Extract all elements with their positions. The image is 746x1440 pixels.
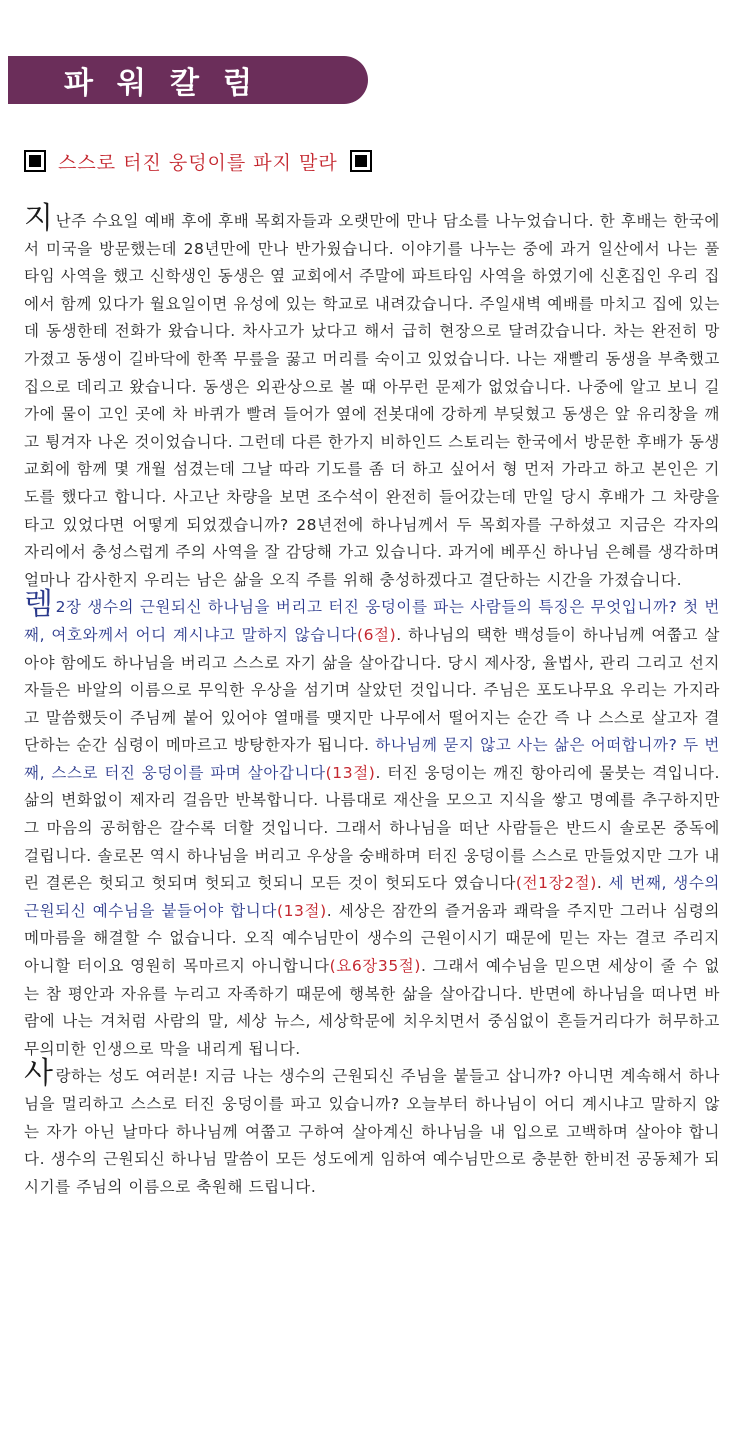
dropcap: 렘 xyxy=(24,587,54,623)
paragraph-text: . 세상은 잠깐의 즐거움과 쾌락을 주지만 그러나 심령의 메마름을 해결할 수 없습니다. 오직 예수님만이 생수의 근원이시기 때문에 믿는 자는 결코 주리지 아니할 터이요 영원히 목마르지 아니합니다 xyxy=(24,901,720,976)
banner-title: 파워칼럼 xyxy=(64,66,276,101)
paragraph-text: . 그래서 예수님을 믿으면 세상이 줄 수 없는 참 평안과 자유를 누리고 자족하기 때문에 행복한 삶을 살아갑니다. 반면에 하나님을 떠나면 바람에 나는 겨처럼 사람의 말, 세상 뉴스, 세상학문에 치우치면서 중심없이 흔들거리다가 허무하고 무의미한 인생으로 막을 내리게 됩니다. xyxy=(24,957,720,1058)
paragraph-1 xyxy=(24,201,720,594)
verse-reference: (13절) xyxy=(276,901,327,920)
subtitle-row xyxy=(24,146,372,176)
paragraph-text: . 터진 웅덩이는 깨진 항아리에 물붓는 격입니다. 삶의 변화없이 제자리 걸음만 반복합니다. 나름대로 재산을 모으고 지식을 쌓고 명예를 추구하지만 그 마음의 공허함은 갈수록 더할 것입니다. 그래서 하나님을 떠난 사람들은 반드시 솔로몬 중독에 걸립니다. 솔로몬 역시 하나님을 버리고 우상을 숭배하며 터진 웅덩이를 스스로 만들었지만 그가 내린 결론은 헛되고 헛되며 헛되고 헛되니 모든 것이 헛되도다 였습니다 xyxy=(24,763,721,893)
paragraph-text: . xyxy=(596,874,609,893)
verse-reference: (13절) xyxy=(325,763,376,782)
paragraph-3 xyxy=(24,1056,720,1201)
paragraph-text: 난주 수요일 예배 후에 후배 목회자들과 오랫만에 만나 담소를 나누었습니다. 한 후배는 한국에서 미국을 방문했는데 28년만에 만나 반가웠습니다. 이야기를 나누는 중에 과거 일산에서 나는 풀타임 사역을 했고 신학생인 동생은 옆 교회에서 주말에 파트타임 사역을 하였기에 신혼집인 우리 집에서 함께 있다가 월요일이면 유성에 있는 학교로 내려갔습니다. 주일새벽 예배를 마치고 집에 있는데 동생한테 전화가 왔습니다. 차사고가 났다고 해서 급히 현장으로 달려갔습니다. 차는 완전히 망가졌고 동생이 길바닥에 한쪽 무릎을 꿇고 머리를 숙이고 있었습니다. 나는 재빨리 동생을 부축했고 집으로 데리고 왔습니다. 동생은 외관상으로 볼 때 아무런 문제가 없었습니다. 나중에 알고 보니 길가에 물이 고인 곳에 차 바퀴가 빨려 들어가 옆에 전봇대에 강하게 부딪혔고 동생은 앞 유리창을 깨고 튕겨자 나온 것이었습니다. 그런데 다른 한가지 비하인드 스토리는 한국에서 방문한 후배가 동생 교회에 함께 몇 개월 섬겼는데 그날 따라 기도를 좀 더 하고 싶어서 형 먼저 가라고 하고 본인은 기도를 했다고 합니다. 사고난 차량을 보면 조수석이 완전히 들어갔는데 만일 당시 후배가 그 차량을 타고 있었다면 어떻게 되었겠습니까? 28년전에 하나님께서 두 목회자를 구하셨고 지금은 각자의 자리에서 충성스럽게 주의 사역을 잘 감당해 가고 있습니다. 과거에 베푸신 하나님 은혜를 생각하며 얼마나 감사한지 우리는 남은 삶을 오직 주를 위해 충성하겠다고 결단하는 시간을 가졌습니다. xyxy=(24,212,720,589)
dropcap: 지 xyxy=(24,201,54,236)
highlight-text: 세 번째, 생수의 근원되신 예수님을 붙들어야 합니다 xyxy=(24,874,720,920)
article-subtitle: 스스로 터진 웅덩이를 파지 말라 xyxy=(58,151,338,174)
square-bullet-icon xyxy=(350,150,372,172)
paragraph-text: . 하나님의 택한 백성들이 하나님께 여쭙고 살아야 함에도 하나님을 버리고 스스로 자기 삶을 살아갑니다. 당시 제사장, 율법사, 관리 그리고 선지자들은 바알의 이름으로 무익한 우상을 섬기며 살았던 것입니다. 주님은 포도나무요 우리는 가지라고 말씀했듯이 주님께 붙어 있어야 열매를 맺지만 나무에서 떨어지는 순간 즉 나 스스로 살고자 결단하는 순간 심령이 메마르고 방탕한자가 됩니다. xyxy=(24,625,720,755)
verse-reference: (요6장35절) xyxy=(329,957,422,976)
verse-reference: (전1장2절) xyxy=(515,874,597,893)
dropcap: 사 xyxy=(24,1056,54,1092)
article-body xyxy=(24,201,721,1201)
column-banner xyxy=(8,56,368,104)
paragraph-2 xyxy=(24,587,721,1063)
highlight-text: 하나님께 묻지 않고 사는 삶은 어떠합니까? 두 번째, 스스로 터진 웅덩이를 파며 살아갑니다 xyxy=(24,736,720,782)
paragraph-text: 랑하는 성도 여러분! 지금 나는 생수의 근원되신 주님을 붙들고 삽니까? 아니면 계속해서 하나님을 멀리하고 스스로 터진 웅덩이를 파고 있습니까? 오늘부터 하나님이 어디 계시냐고 말하지 않는 자가 아닌 날마다 하나님께 여쭙고 구하여 살아계신 하나님을 내 입으로 고백하며 살아야 합니다. 생수의 근원되신 하나님 말씀이 모든 성도에게 임하여 예수님만으로 충분한 한비전 공동체가 되시기를 주님의 이름으로 축원해 드립니다. xyxy=(24,1067,720,1196)
verse-reference: (6절) xyxy=(356,625,397,644)
square-bullet-icon xyxy=(24,150,46,172)
highlight-text: 2장 생수의 근원되신 하나님을 버리고 터진 웅덩이를 파는 사람들의 특징은 무엇입니까? 첫 번째, 여호와께서 어디 계시냐고 말하지 않습니다 xyxy=(24,598,720,644)
